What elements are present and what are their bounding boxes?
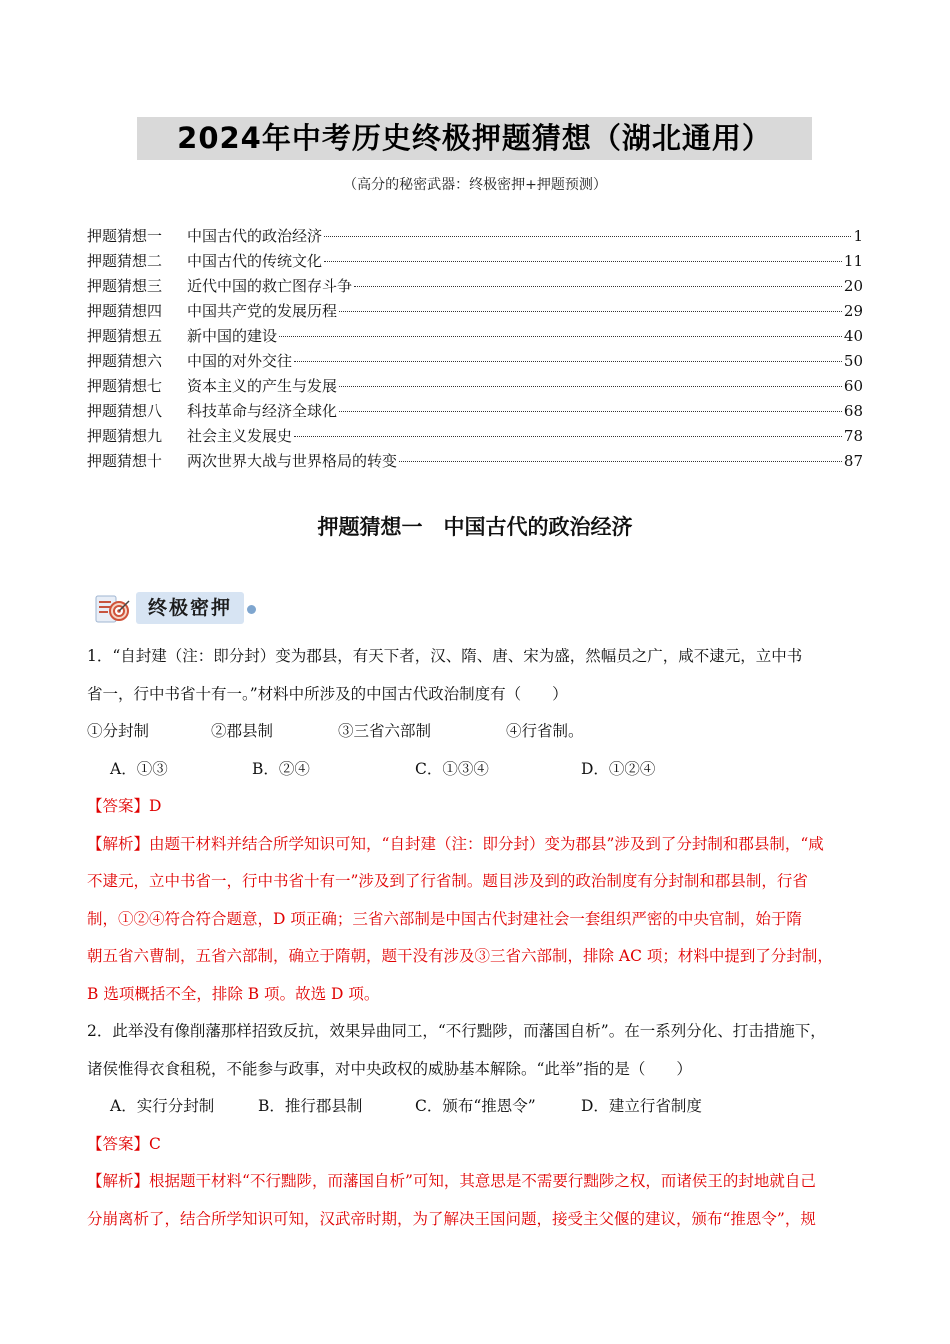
section-banner — [94, 588, 264, 630]
toc-entry-page: 68 — [843, 402, 863, 420]
toc-entry-number: 押题猜想三 — [87, 277, 163, 295]
toc-entry-title: 新中国的建设 — [187, 327, 278, 345]
question-item: ④行省制。 — [506, 722, 584, 740]
question-1-options — [87, 751, 865, 789]
option-c[interactable]: C．①③④ — [415, 759, 489, 778]
question-1-answer — [87, 788, 865, 826]
toc-entry-page: 20 — [843, 277, 863, 295]
toc-entry-page: 40 — [843, 327, 863, 345]
question-1-stem: 省一，行中书省十有一。”材料中所涉及的中国古代政治制度有（ ） — [87, 684, 568, 703]
toc-leader-dots — [294, 418, 842, 437]
toc-leader-dots — [339, 393, 842, 412]
question-1-analysis — [87, 826, 865, 864]
toc-entry-title: 中国古代的传统文化 — [187, 252, 323, 270]
analysis-text: 制，①②④符合符合题意，D 项正确；三省六部制是中国古代封建社会一套组织严密的中央官制，始于隋 — [87, 909, 802, 928]
analysis-text: 分崩离析了，结合所学知识可知，汉武帝时期，为了解决王国问题，接受主父偃的建议，颁布“推恩令”，规 — [87, 1209, 816, 1228]
question-item: ③三省六部制 — [338, 722, 432, 740]
analysis-text: B 选项概括不全，排除 B 项。故选 D 项。 — [87, 984, 380, 1003]
toc-entry-number: 押题猜想九 — [87, 427, 163, 445]
toc-entry-number: 押题猜想七 — [87, 377, 163, 395]
question-2-options — [87, 1088, 865, 1126]
toc-entry-title: 社会主义发展史 — [187, 427, 293, 445]
banner-dot — [247, 605, 256, 614]
toc-entry-number: 押题猜想六 — [87, 352, 163, 370]
toc-entry-page: 87 — [843, 452, 863, 470]
toc-entry-number: 押题猜想八 — [87, 402, 163, 420]
toc-entry-title: 中国古代的政治经济 — [187, 227, 323, 245]
section-heading: 押题猜想一 中国古代的政治经济 — [317, 515, 633, 539]
option-a[interactable]: A．实行分封制 — [110, 1097, 215, 1115]
table-of-contents — [87, 222, 863, 472]
toc-entry-number: 押题猜想十 — [87, 452, 163, 470]
option-b[interactable]: B．推行郡县制 — [258, 1097, 363, 1115]
question-item: ①分封制 — [87, 722, 150, 740]
answer-value: D — [149, 797, 162, 815]
toc-entry-page: 50 — [843, 352, 863, 370]
question-item: ②郡县制 — [211, 722, 274, 740]
banner-label: 终极密押 — [136, 592, 244, 624]
question-2-stem: 诸侯惟得衣食租税，不能参与政事，对中央政权的威胁基本解除。“此举”指的是（ ） — [87, 1059, 692, 1078]
toc-leader-dots — [324, 243, 842, 262]
answer-value: C — [149, 1134, 161, 1153]
toc-leader-dots — [339, 293, 842, 312]
target-icon — [94, 593, 132, 625]
toc-entry-number: 押题猜想五 — [87, 327, 163, 345]
question-1-stem: 1．“自封建（注：即分封）变为郡县，有天下者，汉、隋、唐、宋为盛，然幅员之广，咸不逮元，立中书 — [87, 647, 803, 665]
toc-entry-number: 押题猜想一 — [87, 227, 163, 245]
toc-entry-title: 资本主义的产生与发展 — [187, 377, 338, 395]
option-d[interactable]: D．①②④ — [581, 759, 656, 778]
question-2-analysis — [87, 1163, 865, 1201]
toc-entry-page: 29 — [843, 302, 863, 320]
option-d[interactable]: D．建立行省制度 — [581, 1097, 702, 1115]
option-a[interactable]: A．①③ — [110, 759, 168, 778]
toc-entry-title: 科技革命与经济全球化 — [187, 402, 338, 420]
toc-entry-page: 60 — [843, 377, 863, 395]
document-subtitle: （高分的秘密武器：终极密押+押题预测） — [343, 177, 607, 193]
option-b[interactable]: B．②④ — [252, 759, 310, 778]
answer-tag: 【答案】 — [87, 797, 150, 815]
toc-entry-title: 中国的对外交往 — [187, 352, 293, 370]
toc-entry-title: 近代中国的救亡图存斗争 — [187, 277, 353, 295]
toc-entry-title: 中国共产党的发展历程 — [187, 302, 338, 320]
toc-entry-page: 11 — [843, 252, 863, 270]
answer-tag: 【答案】 — [87, 1134, 150, 1153]
toc-entry-number: 押题猜想二 — [87, 252, 163, 270]
toc-entry[interactable] — [87, 447, 863, 472]
toc-leader-dots — [279, 318, 842, 337]
toc-leader-dots — [324, 218, 851, 237]
analysis-text: 朝五省六曹制，五省六部制，确立于隋朝，题干没有涉及③三省六部制，排除 AC 项；材料中提到了分封制， — [87, 947, 833, 965]
document-title: 2024年中考历史终极押题猜想（湖北通用） — [177, 121, 772, 155]
analysis-tag: 【解析】 — [87, 834, 150, 853]
question-content — [87, 638, 865, 1238]
toc-entry-page: 78 — [843, 427, 863, 445]
analysis-text: 根据题干材料“不行黜陟，而藩国自析”可知，其意思是不需要行黜陟之权，而诸侯王的封地就自己 — [149, 1172, 816, 1190]
toc-entry-title: 两次世界大战与世界格局的转变 — [187, 452, 398, 470]
toc-leader-dots — [399, 443, 842, 462]
question-2-answer — [87, 1126, 865, 1164]
analysis-text: 由题干材料并结合所学知识可知，“自封建（注：即分封）变为郡县”涉及到了分封制和郡县制，“咸 — [149, 834, 824, 853]
analysis-text: 不逮元，立中书省一，行中书省十有一”涉及到了行省制。题目涉及到的政治制度有分封制和郡县制，行省 — [87, 872, 808, 890]
option-c[interactable]: C．颁布“推恩令” — [415, 1097, 536, 1115]
question-1-items — [87, 713, 865, 751]
toc-leader-dots — [294, 343, 842, 362]
toc-leader-dots — [339, 368, 842, 387]
analysis-tag: 【解析】 — [87, 1172, 150, 1190]
toc-leader-dots — [354, 268, 842, 287]
question-2-stem: 2．此举没有像削藩那样招致反抗，效果异曲同工，“不行黜陟，而藩国自析”。在一系列分化、打击措施下， — [87, 1022, 826, 1040]
toc-entry-number: 押题猜想四 — [87, 302, 163, 320]
toc-entry-page: 1 — [853, 227, 863, 245]
